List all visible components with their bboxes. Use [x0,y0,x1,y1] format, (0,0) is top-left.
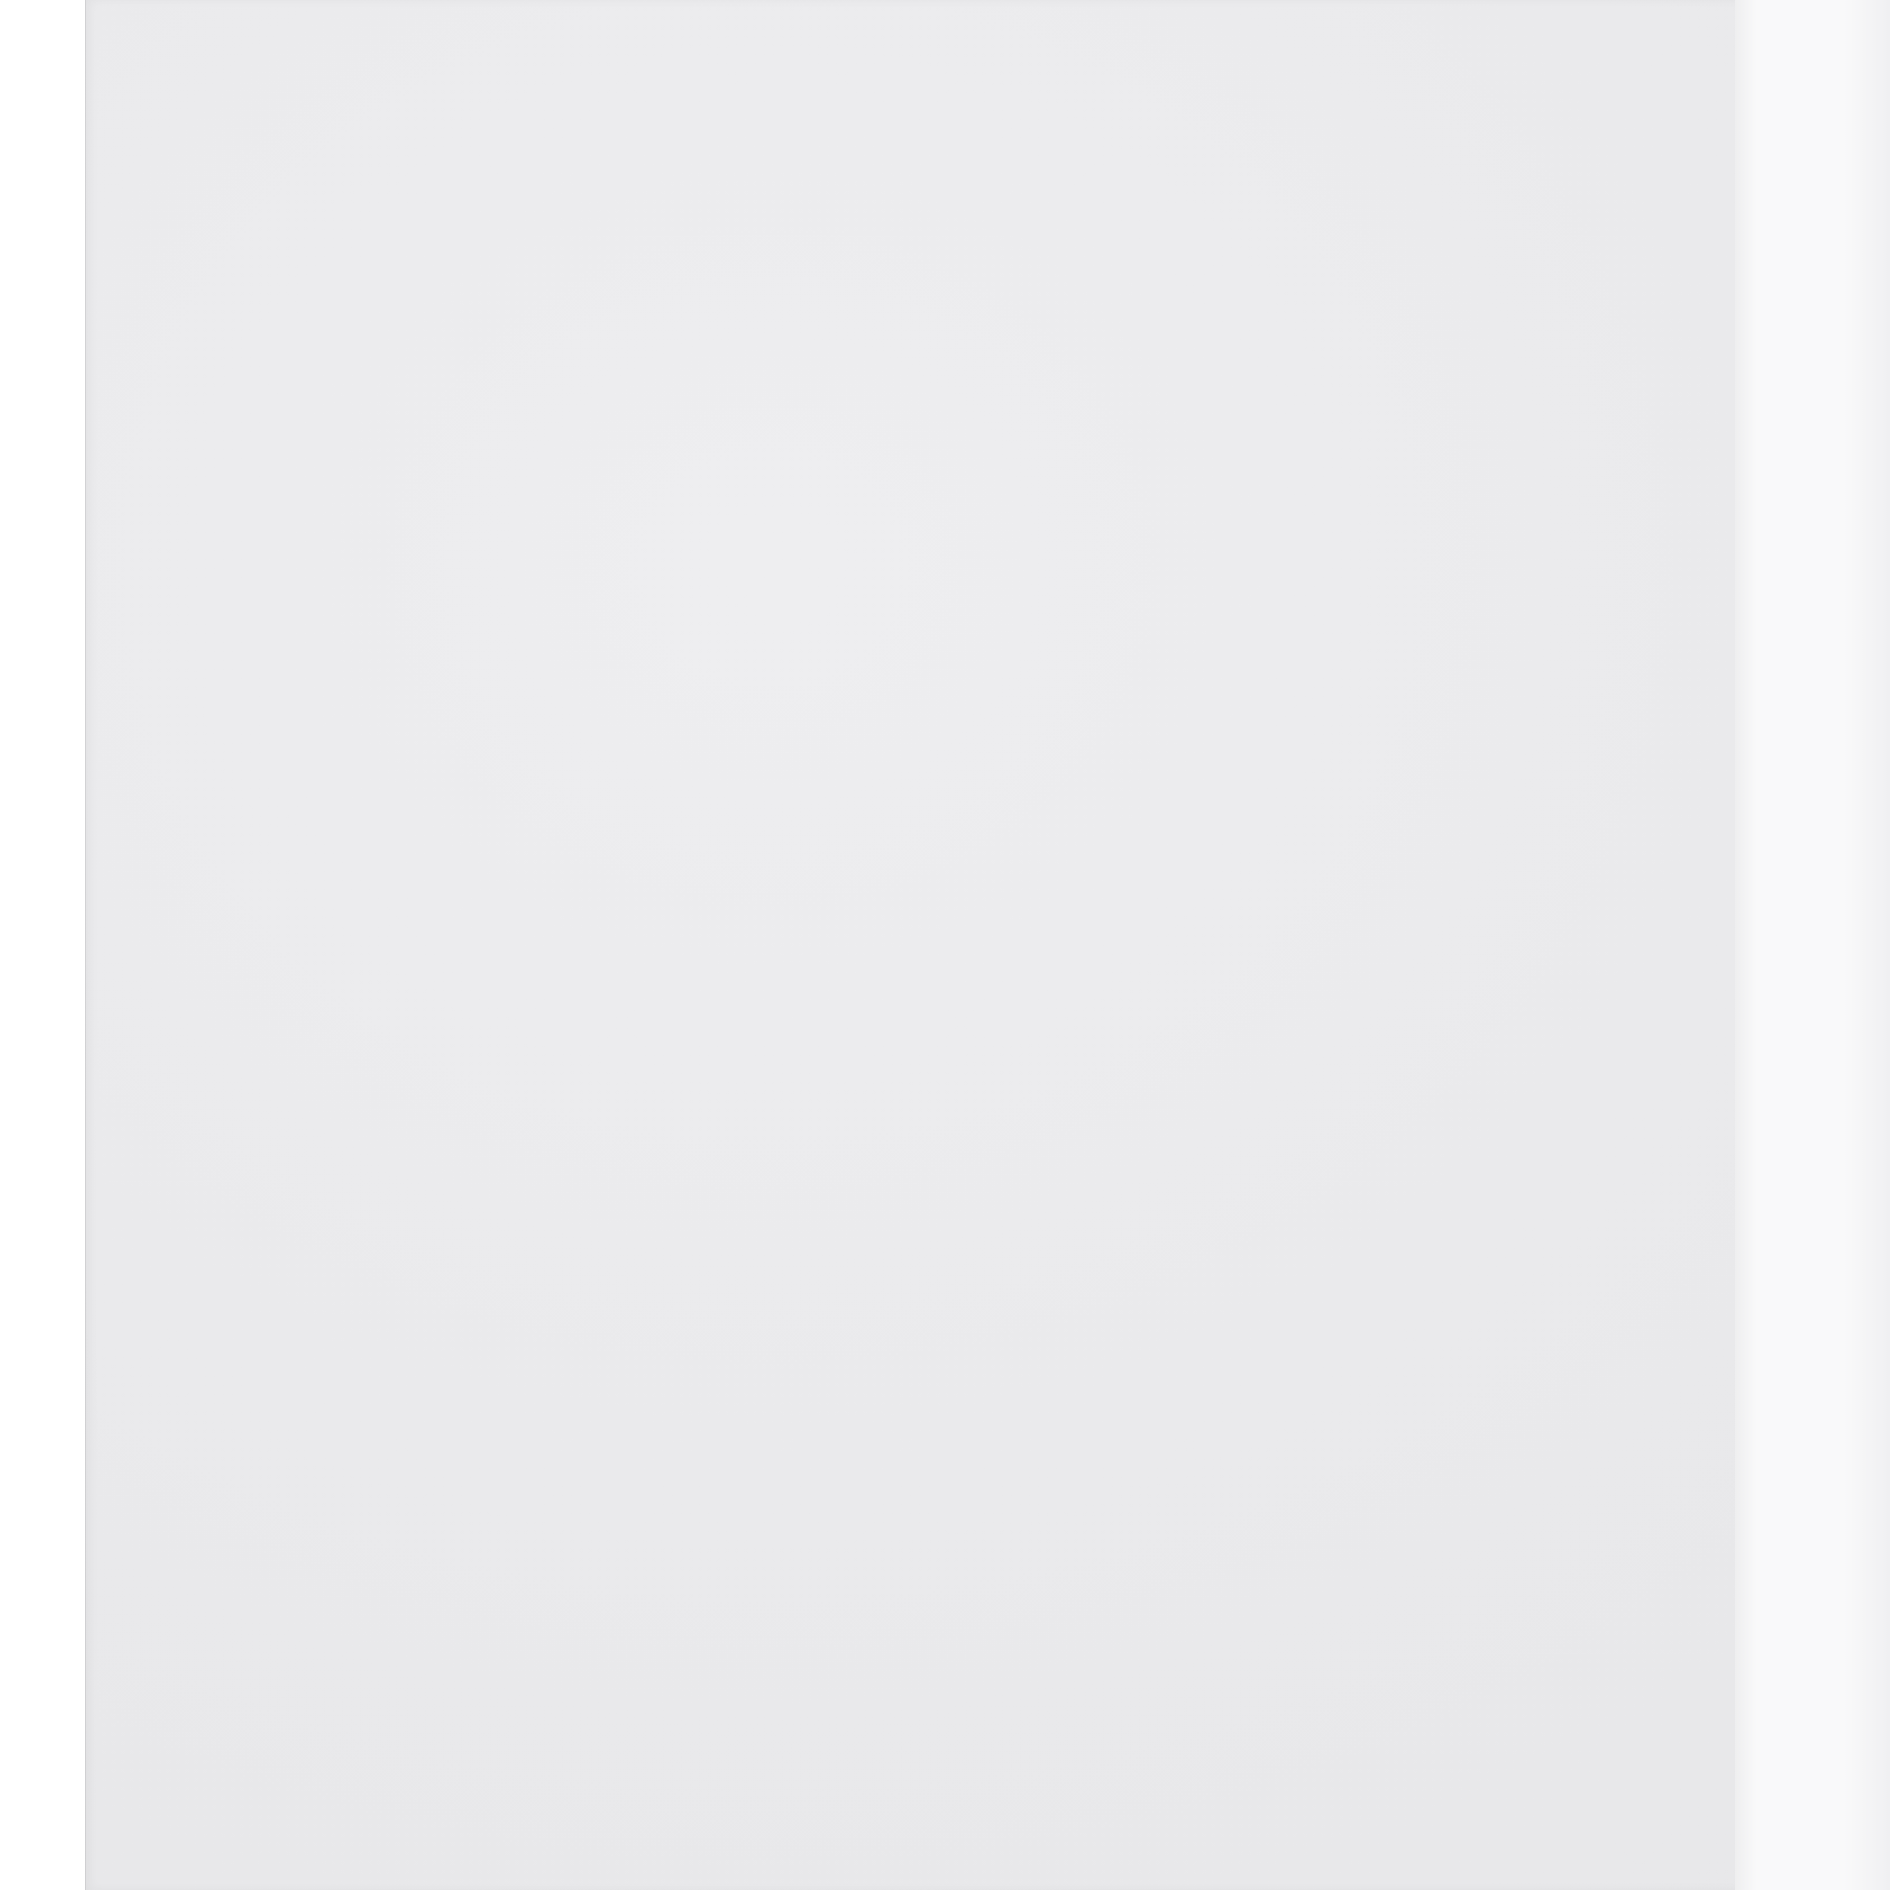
page-edge-band [1735,0,1890,1890]
paper-sheet [85,0,1890,1890]
